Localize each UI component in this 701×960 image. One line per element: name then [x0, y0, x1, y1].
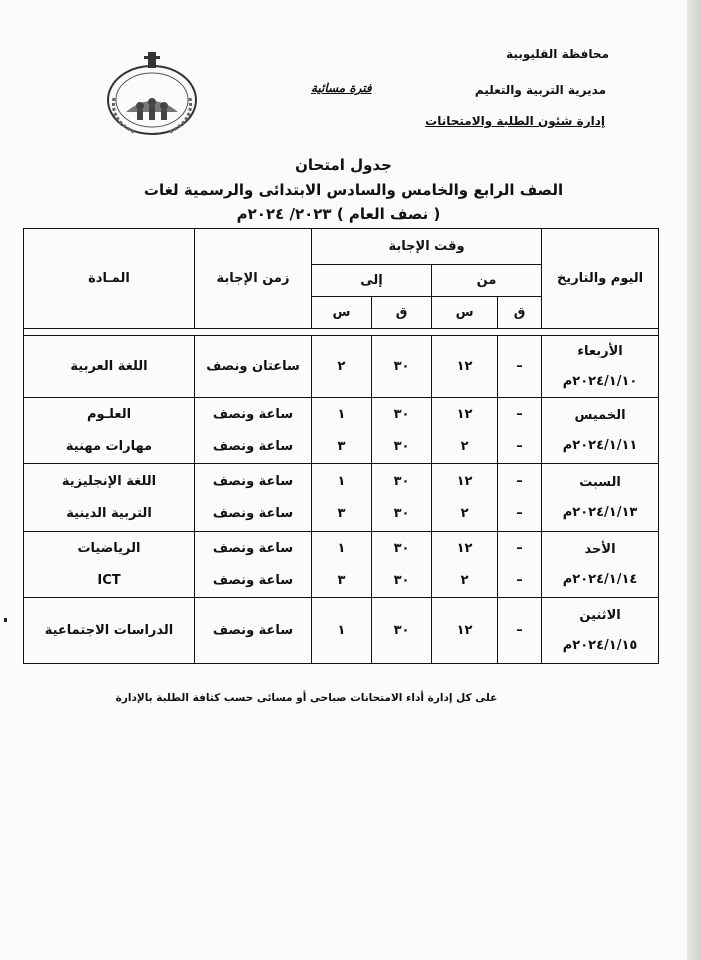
from-hour-cell: ١٢ [432, 598, 498, 664]
from-min-cell: – – [498, 532, 542, 598]
margin-mark [4, 618, 7, 622]
duration-cell: ساعة ونصف ساعة ونصف [195, 464, 312, 532]
to-hour-cell: ١ ٣ [312, 398, 372, 464]
document-title: جدول امتحان [295, 156, 392, 174]
from-hour-cell: ١٢ ٢ [432, 464, 498, 532]
governorate-label: محافظة القليوبية [506, 47, 609, 61]
day-cell [542, 532, 659, 598]
duration-cell: ساعة ونصف ساعة ونصف [195, 398, 312, 464]
from-min-cell: – [498, 336, 542, 398]
day-name: الأربعاء [577, 343, 623, 359]
to-min-cell: ٣٠ ٣٠ [372, 532, 432, 598]
day-name: الاثنين [579, 607, 621, 623]
to-hour-cell: ٢ [312, 336, 372, 398]
day-date: ٢٠٢٤/١/١٣م [562, 504, 638, 520]
page-edge-shadow [687, 0, 701, 960]
to-min-cell: ٣٠ [372, 598, 432, 664]
to-min-cell: ٣٠ ٣٠ [372, 398, 432, 464]
duration-cell: ساعة ونصف [195, 598, 312, 664]
to-hour-cell: ١ ٣ [312, 464, 372, 532]
day-date: ٢٠٢٤/١/١٠م [562, 373, 638, 389]
day-date: ٢٠٢٤/١/١٥م [562, 637, 638, 653]
footnote: على كل إدارة أداء الامتحانات صباحى أو مسائى حسب كثافة الطلبة بالإدارة [115, 692, 498, 704]
period-label: فترة مسائية [311, 81, 372, 95]
header-to-min: ق [372, 297, 432, 329]
header-subject: المـادة [24, 229, 195, 329]
day-name: السبت [579, 474, 621, 490]
document-term: ( نصف العام ) ٢٠٢٣/ ٢٠٢٤م [236, 205, 441, 223]
day-name: الأحد [584, 541, 616, 557]
day-date: ٢٠٢٤/١/١٤م [562, 571, 638, 587]
header-answer-time: وقت الإجابة [312, 229, 542, 265]
subject-cell: الرياضيات ICT [24, 532, 195, 598]
header-duration: زمن الإجابة [195, 229, 312, 329]
day-cell [542, 398, 659, 464]
to-hour-cell: ١ [312, 598, 372, 664]
duration-cell: ساعتان ونصف [195, 336, 312, 398]
header-day-date: اليوم والتاريخ [542, 229, 659, 329]
to-min-cell: ٣٠ ٣٠ [372, 464, 432, 532]
header-to-hour: س [312, 297, 372, 329]
table-row [24, 532, 659, 598]
header-from: من [432, 265, 542, 297]
subject-cell: الدراسات الاجتماعية [24, 598, 195, 664]
to-min-cell: ٣٠ [372, 336, 432, 398]
table-row [24, 336, 659, 398]
duration-cell: ساعة ونصف ساعة ونصف [195, 532, 312, 598]
table-row [24, 398, 659, 464]
header-from-min: ق [498, 297, 542, 329]
subject-cell: اللغة العربية [24, 336, 195, 398]
table-row [24, 464, 659, 532]
department-label: إدارة شئون الطلبة والامتحانات [425, 114, 605, 128]
header-to: إلى [312, 265, 432, 297]
from-min-cell: – – [498, 464, 542, 532]
day-cell [542, 598, 659, 664]
table-row [24, 598, 659, 664]
header-from-hour: س [432, 297, 498, 329]
from-min-cell: – [498, 598, 542, 664]
from-hour-cell: ١٢ [432, 336, 498, 398]
from-min-cell: – – [498, 398, 542, 464]
exam-schedule-table [23, 228, 659, 664]
to-hour-cell: ١ ٣ [312, 532, 372, 598]
document-subtitle: الصف الرابع والخامس والسادس الابتدائى والرسمية لغات [143, 181, 564, 199]
subject-cell: العلـوم مهارات مهنية [24, 398, 195, 464]
day-date: ٢٠٢٤/١/١١م [562, 437, 638, 453]
day-cell [542, 464, 659, 532]
day-name: الخميس [574, 407, 626, 423]
subject-cell: اللغة الإنجليزية التربية الدينية [24, 464, 195, 532]
from-hour-cell: ١٢ ٢ [432, 398, 498, 464]
ministry-seal-logo [104, 50, 200, 140]
directorate-label: مديرية التربية والتعليم [474, 83, 606, 97]
day-cell [542, 336, 659, 398]
from-hour-cell: ١٢ ٢ [432, 532, 498, 598]
